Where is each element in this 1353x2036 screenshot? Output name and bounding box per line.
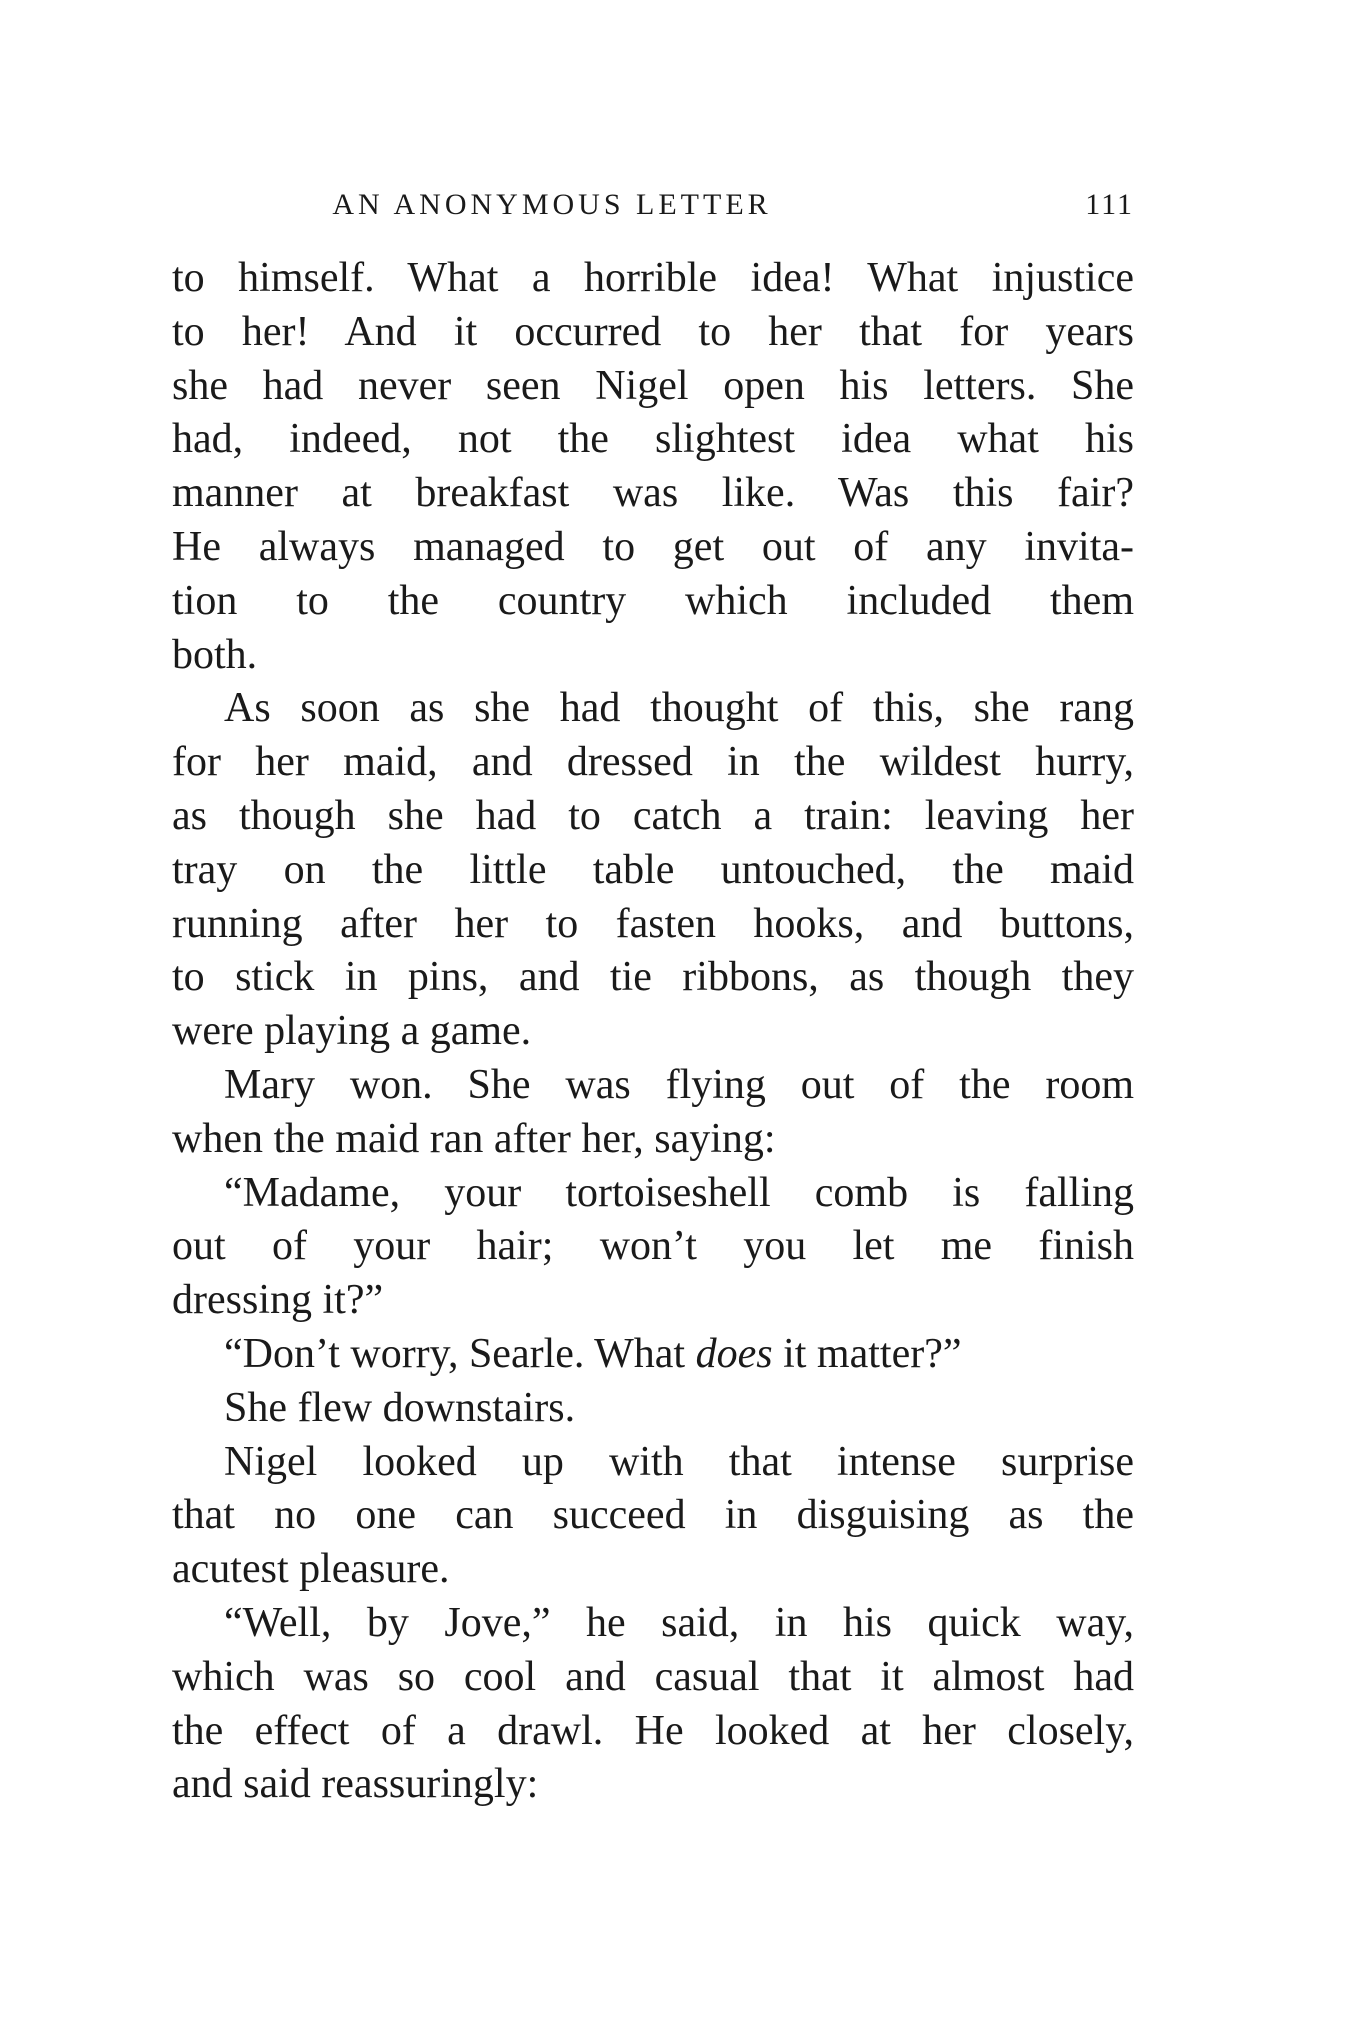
text-line-dont-worry — [172, 1328, 1134, 1382]
text-line: manner at breakfast was like. Was this fair? — [172, 470, 1134, 517]
italic-emphasis: does — [695, 1330, 773, 1377]
text-line: she had never seen Nigel open his letters. She — [172, 362, 1134, 409]
text-line: the effect of a drawl. He looked at her closely, — [172, 1707, 1134, 1754]
text-line: both. — [172, 631, 258, 678]
quote-after: it matter?” — [772, 1330, 962, 1377]
text-line: to himself. What a horrible idea! What injustice — [172, 255, 1134, 301]
text-line: dressing it?” — [172, 1277, 384, 1324]
text-line: acutest pleasure. — [172, 1546, 450, 1593]
text-line: Mary won. She was flying out of the room — [224, 1061, 1134, 1108]
text-line: out of your hair; won’t you let me finish — [172, 1223, 1134, 1270]
text-line: for her maid, and dressed in the wildest hurry, — [172, 739, 1134, 786]
text-line: running after her to fasten hooks, and buttons, — [172, 900, 1134, 947]
text-line: had, indeed, not the slightest idea what his — [172, 416, 1134, 463]
text-line: He always managed to get out of any invita- — [172, 523, 1134, 570]
text-line: as though she had to catch a train: leaving her — [172, 792, 1134, 839]
text-line: “Madame, your tortoiseshell comb is falling — [224, 1169, 1134, 1216]
text-line: Nigel looked up with that intense surprise — [224, 1438, 1134, 1485]
text-line: when the maid ran after her, saying: — [172, 1115, 776, 1162]
running-head — [172, 184, 1134, 234]
chapter-title: AN ANONYMOUS LETTER — [332, 188, 772, 221]
text-line: were playing a game. — [172, 1008, 532, 1055]
text-line: to her! And it occurred to her that for years — [172, 308, 1134, 355]
text-line: and said reassuringly: — [172, 1761, 539, 1808]
text-line: “Well, by Jove,” he said, in his quick way, — [224, 1599, 1134, 1646]
text-line: As soon as she had thought of this, she rang — [224, 685, 1134, 732]
text-line: tion to the country which included them — [172, 577, 1134, 624]
text-line: She flew downstairs. — [224, 1384, 576, 1431]
quote-before: “Don’t worry, Searle. What — [224, 1330, 696, 1377]
text-line: that no one can succeed in disguising as the — [172, 1492, 1134, 1539]
text-line: tray on the little table untouched, the maid — [172, 846, 1134, 893]
text-line: which was so cool and casual that it almost had — [172, 1653, 1134, 1700]
text-line: to stick in pins, and tie ribbons, as though they — [172, 954, 1134, 1001]
body-text — [172, 252, 1134, 1812]
page-number: 111 — [1085, 188, 1134, 221]
